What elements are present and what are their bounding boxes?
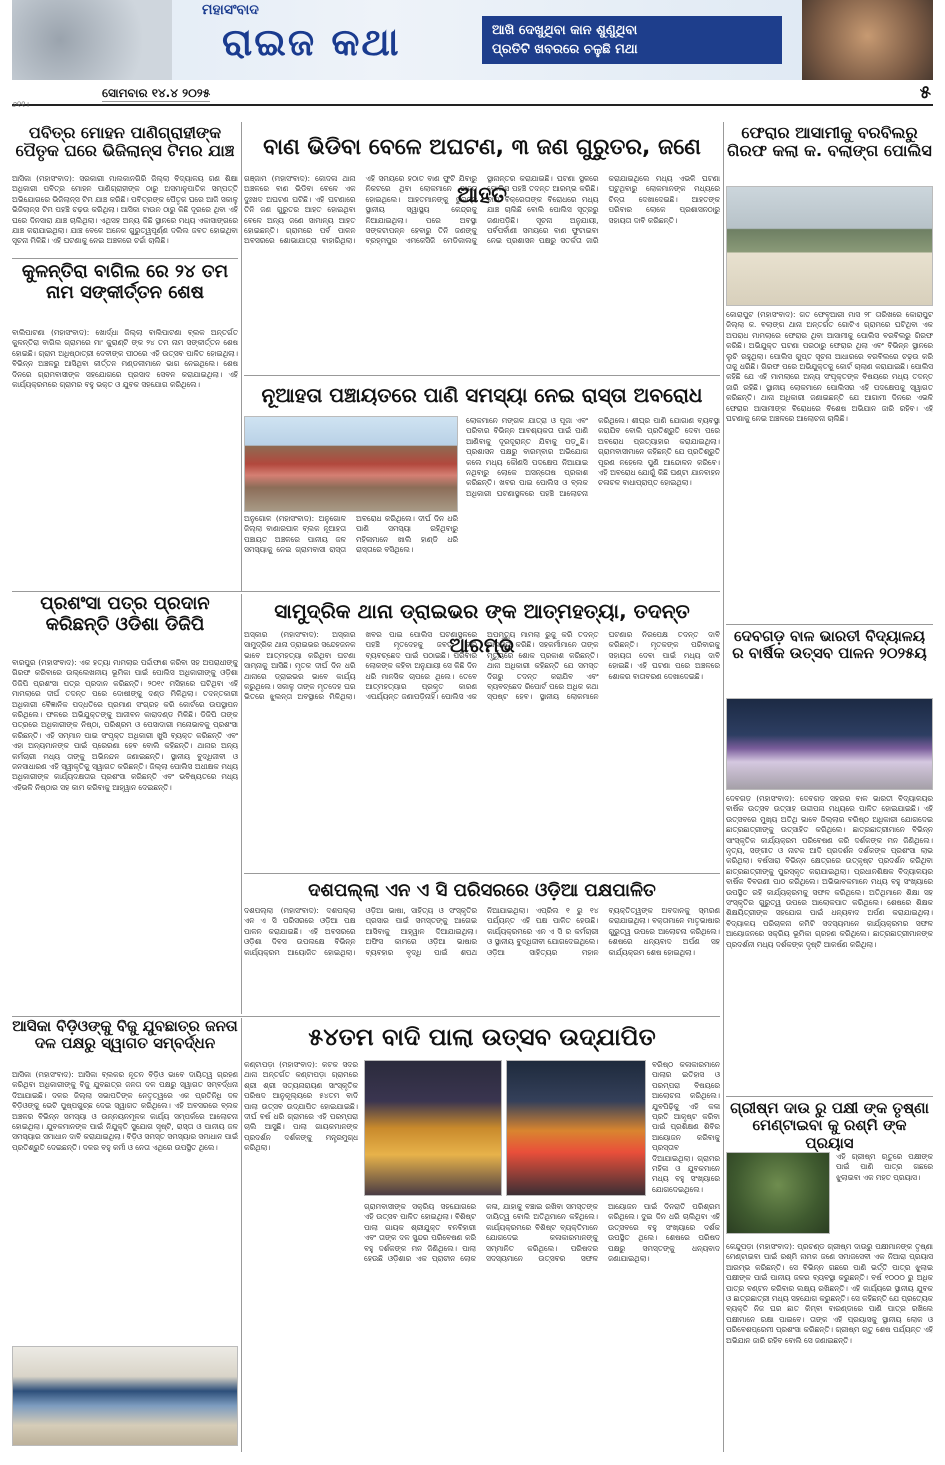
divider [12,591,720,592]
headline-driver-suicide: ସାମୁଦ୍ରିକ ଥାନା ଡ୍ରାଇଭର ଙ୍କ ଆତ୍ମହତ୍ୟା, ତଦନ୍ତ ଆରମ୍ଭ [274,599,690,657]
headline-absconder: ଫେରାର ଆସାମୀକୁ ବରବିଲରୁ ଗିରଫ କଲା କ. ବଲାଙ୍ଗ ପୋଲିସ [727,123,932,161]
headline-badi-pala: ୫୪ତମ ବାଦି ପାଲା ଉତ୍ସବ ଉଦ୍‌ଯାପିତ [308,1023,656,1051]
page-number: ୫ [919,82,931,103]
body-badi-pala-left: କଣ୍ଟାପଡ଼ା (ମହାସଂବାଦ): କଟକ ସଦର ଥାନା ଅନ୍ତର୍ଗତ କଣ୍ଟାପଡ଼ା ଗ୍ରାମରେ ଶ୍ରୀ ଶ୍ରୀ ସତ୍ୟନାରାୟଣ ସାଂସ୍କୃତିକ ପରିଷଦ ଆନୁକୂଲ୍ୟରେ ୫୪ତମ ବାଦି ପାଲା ଉତ୍ସବ ଉଦ୍‌ଯାପିତ ହୋଇଯାଇଛି। ଦୀର୍ଘ ବର୍ଷ ଧରି ଗ୍ରାମରେ ଏହି ପରମ୍ପରା ଚାଲି ଆସୁଛି। ପାଲା ଗାୟକମାନଙ୍କ ପ୍ରଦର୍ଶନ ଦର୍ଶକଙ୍କୁ ମନ୍ତ୍ରମୁଗ୍ଧ କରିଥିଲା। [244,1060,358,1153]
photo-pala-singer-1 [364,1060,502,1196]
article-driver-suicide [244,594,720,870]
body-bird-side: ଏହି ଗ୍ରୀଷ୍ମ ଋତୁରେ ପକ୍ଷୀଙ୍କ ପାଇଁ ପାଣି ପାତ୍ର ଗଛରେ ଝୁଲାଇବା ଏକ ମହତ ପ୍ରୟାସ। [836,1152,933,1182]
headline-firecracker: ବାଣ ଭିଡିବା ବେଳେ ଅଘଟଣ, ୩ ଜଣ ଗୁରୁତର, ଜଣେ ଆହତ [263,135,701,208]
headline-bird-water: ଗ୍ରୀଷ୍ମ ଦାଉ ରୁ ପକ୍ଷୀ ଙ୍କ ତୃଷ୍ଣା ମେଣ୍ଟାଇବା କୁ ରଶ୍ମି ଙ୍କ ପ୍ରୟାସ [730,1099,929,1152]
article-vigilance [12,124,238,256]
photo-bdo-meeting [12,1346,238,1446]
body-badi-pala-mid: ଗ୍ରାମବାସୀଙ୍କ ସକ୍ରିୟ ସହଯୋଗରେ ଏହି ଉତ୍ସବ ପାଳିତ ହୋଇଥିଲା। ବିଶିଷ୍ଟ ପାଲା ଗାୟକ ଶ୍ରୀଯୁକ୍ତ ବନବିହାରୀ ଏବଂ ତାଙ୍କ ଦଳ ସୁନ୍ଦର ପରିବେଷଣ କରି ବହୁ ଦର୍ଶକଙ୍କ ମନ ଜିଣିଥିଲେ। ପାଲା ହେଉଛି ଓଡ଼ିଶାର ଏକ ପ୍ରାଚୀନ ଲୋକ କଳା, ଯାହାକୁ ବଞ୍ଚାଇ ରଖିବା ସମସ୍ତଙ୍କ ଦାୟିତ୍ୱ ବୋଲି ଅତିଥିମାନେ କହିଥିଲେ। କାର୍ଯ୍ୟକ୍ରମରେ ବିଶିଷ୍ଟ ବ୍ୟକ୍ତିମାନେ ଯୋଗଦେଇ କଳାକାରମାନଙ୍କୁ ସମ୍ମାନିତ କରିଥିଲେ। ପରିଷଦର ସଦସ୍ୟମାନେ ଉତ୍ସବର ସଫଳ ଆୟୋଜନ ପାଇଁ ଦିନରାତି ପରିଶ୍ରମ କରିଥିଲେ। ଦୁଇ ଦିନ ଧରି ଚାଲିଥିବା ଏହି ଉତ୍ସବରେ ବହୁ ସଂଖ୍ୟାରେ ଦର୍ଶକ ଉପସ୍ଥିତ ଥିଲେ। ଶେଷରେ ପରିଷଦ ପକ୍ଷରୁ ସମସ୍ତଙ୍କୁ ଧନ୍ୟବାଦ ଜଣାଯାଇଥିଲା। [364,1202,720,1264]
article-dgp [12,594,238,1014]
body-bdo-welcome: ଆସିକା (ମହାସଂବାଦ): ଆସିକା ବ୍ଲକର ନୂତନ ବିଡ଼ିଓ ଭାବେ ଦାୟିତ୍ୱ ଗ୍ରହଣ କରିଥିବା ଅଧିକାରୀଙ୍କୁ ବିଜୁ ଯୁବଛାତ୍ର ଜନତା ଦଳ ପକ୍ଷରୁ ସ୍ୱାଗତ ସମ୍ବର୍ଦ୍ଧନା ଦିଆଯାଇଛି। ଦଳର ଜିଲ୍ଲା ସଭାପତିଙ୍କ ନେତୃତ୍ୱରେ ଏକ ପ୍ରତିନିଧି ଦଳ ବିଡ଼ିଓଙ୍କୁ ଭେଟି ପୁଷ୍ପଗୁଚ୍ଛ ଦେଇ ସ୍ୱାଗତ କରିଥିଲେ। ଏହି ଅବସରରେ ବ୍ଲକ ଅଞ୍ଚଳର ବିଭିନ୍ନ ସମସ୍ୟା ଓ ଉନ୍ନୟନମୂଳକ କାର୍ଯ୍ୟ ସମ୍ପର୍କରେ ଆଲୋଚନା ହୋଇଥିଲା। ଯୁବକମାନଙ୍କ ପାଇଁ ନିଯୁକ୍ତି ସୁଯୋଗ ସୃଷ୍ଟି, ରାସ୍ତା ଓ ପାନୀୟ ଜଳ ସମସ୍ୟାର ସମାଧାନ ଦାବି କରାଯାଇଥିଲା। ବିଡ଼ିଓ ସମସ୍ତ ସମସ୍ୟାର ସମାଧାନ ପାଇଁ ପ୍ରତିଶ୍ରୁତି ଦେଇଛନ୍ତି। ଦଳର ବହୁ କର୍ମୀ ଓ ନେତା ଏଥିରେ ଉପସ୍ଥିତ ଥିଲେ। [12,1070,238,1152]
page-code: ୬୧୧। [12,100,29,109]
article-firecracker [244,124,720,372]
divider [244,873,720,874]
headline-odia-fortnight: ଦଶପଲ୍ଲା ଏନ ଏ ସି ପରିସରରେ ଓଡ଼ିଆ ପକ୍ଷପାଳିତ [308,880,656,901]
column-divider [241,1018,242,1452]
column-divider [241,594,242,1014]
masthead-tagline [482,16,782,64]
photo-protest-crowd [244,416,458,512]
article-bdo-welcome [12,1018,238,1344]
body-school-annual: ଦେବଗଡ଼ (ମହାସଂବାଦ): ଦେବଗଡ଼ ସହରର ବାଳ ଭାରତୀ ବିଦ୍ୟାଳୟର ବାର୍ଷିକ ଉତ୍ସବ ଉତ୍ସାହ ଉଦ୍ଦୀପନା ମଧ୍ୟରେ ପାଳିତ ହୋଇଯାଇଛି। ଏହି ଉତ୍ସବରେ ମୁଖ୍ୟ ଅତିଥି ଭାବେ ଜିଲ୍ଲାର ବରିଷ୍ଠ ଅଧିକାରୀ ଯୋଗଦେଇ ଛାତ୍ରଛାତ୍ରୀଙ୍କୁ ଉତ୍ସାହିତ କରିଥିଲେ। ଛାତ୍ରଛାତ୍ରୀମାନେ ବିଭିନ୍ନ ସାଂସ୍କୃତିକ କାର୍ଯ୍ୟକ୍ରମ ପରିବେଷଣ କରି ଦର୍ଶକଙ୍କ ମନ ଜିଣିଥିଲେ। ନୃତ୍ୟ, ସଙ୍ଗୀତ ଓ ନାଟକ ଆଦି ପ୍ରଦର୍ଶନ ଦର୍ଶକଙ୍କ ପ୍ରଶଂସା ଲାଭ କରିଥିଲା। ବର୍ଷସାରା ବିଭିନ୍ନ କ୍ଷେତ୍ରରେ ଉତ୍କୃଷ୍ଟ ପ୍ରଦର୍ଶନ କରିଥିବା ଛାତ୍ରଛାତ୍ରୀଙ୍କୁ ପୁରସ୍କୃତ କରାଯାଇଥିଲା। ପ୍ରଧାନଶିକ୍ଷକ ବିଦ୍ୟାଳୟର ବାର୍ଷିକ ବିବରଣୀ ପାଠ କରିଥିଲେ। ଅଭିଭାବକମାନେ ମଧ୍ୟ ବହୁ ସଂଖ୍ୟାରେ ଉପସ୍ଥିତ ରହି କାର୍ଯ୍ୟକ୍ରମକୁ ସଫଳ କରିଥିଲେ। ଅତିଥିମାନେ ଶିକ୍ଷା ସହ ସଂସ୍କୃତିର ଗୁରୁତ୍ୱ ଉପରେ ଆଲୋକପାତ କରିଥିଲେ। ଶେଷରେ ଶିକ୍ଷକ ଶିକ୍ଷୟିତ୍ରୀଙ୍କ ସହଯୋଗ ପାଇଁ ଧନ୍ୟବାଦ ଅର୍ପଣ କରାଯାଇଥିଲା। ବିଦ୍ୟାଳୟ ପରିଚାଳନା କମିଟି ସଦସ୍ୟମାନେ କାର୍ଯ୍ୟକ୍ରମର ସଫଳ ଆୟୋଜନରେ ସକ୍ରିୟ ଭୂମିକା ଗ୍ରହଣ କରିଥିଲେ। ଛାତ୍ରଛାତ୍ରୀମାନଙ୍କ ପ୍ରଦର୍ଶନୀ ମଧ୍ୟ ଦର୍ଶକଙ୍କ ଦୃଷ୍ଟି ଆକର୍ଷଣ କରିଥିଲା। [726,794,933,949]
headline-water-protest: ନୂଆହତା ପଞ୍ଚାୟତରେ ପାଣି ସମସ୍ୟା ନେଇ ରାସ୍ତା ଅବରୋଧ [261,383,703,407]
photo-pala-singer-2 [506,1060,646,1196]
divider [244,375,720,376]
body-odia-fortnight: ଦଶପଲ୍ଲା (ମହାସଂବାଦ): ଦଶପଲ୍ଲା ଏନ ଏ ସି ପରିସରରେ ଓଡ଼ିଆ ପକ୍ଷ ପାଳନ କରାଯାଇଛି। ଏହି ଅବସରରେ ଓଡ଼ିଶା ଦିବସ ଉପଲକ୍ଷେ ବିଭିନ୍ନ କାର୍ଯ୍ୟକ୍ରମ ଆୟୋଜିତ ହୋଇଥିଲା। ଓଡ଼ିଆ ଭାଷା, ସାହିତ୍ୟ ଓ ସଂସ୍କୃତିର ପ୍ରସାର ପାଇଁ ସମସ୍ତଙ୍କୁ ଆଗେଇ ଆସିବାକୁ ଆହ୍ୱାନ ଦିଆଯାଇଥିଲା। ଅଫିସ କାମରେ ଓଡ଼ିଆ ଭାଷାର ବ୍ୟବହାର ବୃଦ୍ଧି ପାଇଁ ଶପଥ ନିଆଯାଇଥିଲା। ଏପ୍ରିଲ ୧ ରୁ ୧୪ ପର୍ଯ୍ୟନ୍ତ ଏହି ପକ୍ଷ ପାଳିତ ହେଉଛି। କାର୍ଯ୍ୟକ୍ରମରେ ଏନ ଏ ସି ର କର୍ମଚାରୀ ଓ ସ୍ଥାନୀୟ ବୁଦ୍ଧିଜୀବୀ ଯୋଗଦେଇଥିଲେ। ଓଡ଼ିଆ ସାହିତ୍ୟର ମହାନ ବ୍ୟକ୍ତିତ୍ୱଙ୍କ ଅବଦାନକୁ ସ୍ମରଣ କରାଯାଇଥିଲା। ବକ୍ତାମାନେ ମାତୃଭାଷାର ଗୁରୁତ୍ୱ ଉପରେ ଆଲୋଚନା କରିଥିଲେ। ଶେଷରେ ଧନ୍ୟବାଦ ଅର୍ପଣ ସହ କାର୍ଯ୍ୟକ୍ରମ ଶେଷ ହୋଇଥିଲା। [244,906,720,957]
brand-title: ରାଇଜ କଥା [222,20,401,64]
headline-dgp: ପ୍ରଶଂସା ପତ୍ର ପ୍ରଦାନ କରିଛନ୍ତି ଓଡିଶା ଡିଜିପି [40,593,210,635]
issue-date: ସୋମବାର ୧୪.୪ ୨୦୨୫ [102,86,211,100]
masthead-hands-illustration [12,0,172,80]
body-badi-pala-right: ବରିଷ୍ଠ କଳାକାରମାନେ ପାଲାର ଇତିହାସ ଓ ପରମ୍ପରା ବିଷୟରେ ଆଲୋଚନା କରିଥିଲେ। ଯୁବପିଢ଼ିକୁ ଏହି କଳା ପ୍ରତି ଆକୃଷ୍ଟ କରିବା ପାଇଁ ପ୍ରଶିକ୍ଷଣ ଶିବିର ଆୟୋଜନ କରିବାକୁ ପ୍ରସ୍ତାବ ଦିଆଯାଇଥିଲା। ଗ୍ରାମର ମହିଳା ଓ ଯୁବକମାନେ ମଧ୍ୟ ବହୁ ସଂଖ୍ୟାରେ ଯୋଗଦେଇଥିଲେ। [652,1060,720,1194]
headline-school-annual: ଦେବଗଡ଼ ବାଳ ଭାରତୀ ବିଦ୍ୟାଳୟ ର ବାର୍ଷିକ ଉତ୍ସବ ପାଳନ ୨୦୨୫ୟ [732,627,927,663]
divider [12,258,238,259]
photo-police [726,186,933,306]
body-absconder: କୋରାପୁଟ (ମହାସଂବାଦ): ଗତ ଫେବୃଆରୀ ମାସ ୨୮ ତାରିଖରେ କୋରାପୁଟ ଜିଲ୍ଲା କ. ବଲାଙ୍ଗ ଥାନା ଅନ୍ତର୍ଗତ ଗୋଟିଏ ଗ୍ରାମରେ ଘଟିଥିବା ଏକ ଅପରାଧ ମାମଲାରେ ଫେରାର ଥିବା ଆସାମୀକୁ ପୋଲିସ ବରବିଲରୁ ଗିରଫ କରିଛି। ଅଭିଯୁକ୍ତ ଘଟଣା ପରଠାରୁ ଫେରାର ଥିଲା ଏବଂ ବିଭିନ୍ନ ସ୍ଥାନରେ ଲୁଚି ରହୁଥିଲା। ପୋଲିସ ଗୁପ୍ତ ସୂଚନା ଆଧାରରେ ବରବିଲରେ ଚଢ଼ଉ କରି ତାକୁ ଧରିଛି। ଗିରଫ ପରେ ଅଭିଯୁକ୍ତକୁ କୋର୍ଟ ଚାଲାଣ କରାଯାଇଛି। ପୋଲିସ କହିଛି ଯେ ଏହି ମାମଲାରେ ଅନ୍ୟ ସଂପୃକ୍ତଙ୍କ ବିଷୟରେ ମଧ୍ୟ ତଦନ୍ତ ଜାରି ରହିଛି। ସ୍ଥାନୀୟ ଲୋକମାନେ ପୋଲିସର ଏହି ପଦକ୍ଷେପକୁ ସ୍ୱାଗତ କରିଛନ୍ତି। ଥାନା ଅଧିକାରୀ ଜଣାଇଛନ୍ତି ଯେ ଆଗାମୀ ଦିନରେ ଏଭଳି ଫେରାର ଆସାମୀଙ୍କ ବିରୋଧରେ ବିଶେଷ ଅଭିଯାନ ଜାରି ରହିବ। ଏହି ଘଟଣାକୁ ନେଇ ଅଞ୍ଚଳରେ ଆଲୋଚନା ଚାଲିଛି। [726,310,933,424]
body-driver-suicide: ଅସ୍କାର (ମହାସଂବାଦ): ଅସ୍କାର ସାମୁଦ୍ରିକ ଥାନା ଡ୍ରାଇଭର ସନ୍ଦେହଜନକ ଭାବେ ଆତ୍ମହତ୍ୟା କରିଥିବା ଘଟଣା ସାମ୍ନାକୁ ଆସିଛି। ମୃତକ ଦୀର୍ଘ ଦିନ ଧରି ଥାନାରେ ଡ୍ରାଇଭର ଭାବେ କାର୍ଯ୍ୟ କରୁଥିଲେ। ସକାଳୁ ତାଙ୍କ ମୃତଦେହ ଘର ଭିତରେ ଝୁଲନ୍ତା ଅବସ୍ଥାରେ ମିଳିଥିଲା। ଖବର ପାଇ ପୋଲିସ ଘଟଣାସ୍ଥଳରେ ପହଞ୍ଚି ମୃତଦେହକୁ ଜବତ କରି ବ୍ୟବଚ୍ଛେଦ ପାଇଁ ପଠାଇଛି। ପରିବାର ଲୋକଙ୍କ କହିବା ଅନୁଯାୟୀ ସେ କିଛି ଦିନ ଧରି ମାନସିକ ଚାପରେ ଥିଲେ। ତେବେ ଆତ୍ମହତ୍ୟାର ପ୍ରକୃତ କାରଣ ଏପର୍ଯ୍ୟନ୍ତ ଜଣାପଡ଼ିନାହିଁ। ପୋଲିସ ଏକ ଅପମୃତ୍ୟୁ ମାମଲା ରୁଜୁ କରି ତଦନ୍ତ ଆରମ୍ଭ କରିଛି। ସହକର୍ମୀମାନେ ତାଙ୍କ ମୃତ୍ୟୁରେ ଶୋକ ପ୍ରକାଶ କରିଛନ୍ତି। ଥାନା ଅଧିକାରୀ କହିଛନ୍ତି ଯେ ସମସ୍ତ ଦିଗରୁ ତଦନ୍ତ କରାଯିବ ଏବଂ ବ୍ୟବଚ୍ଛେଦ ରିପୋର୍ଟ ପରେ ଅଧିକ କଥା ସ୍ପଷ୍ଟ ହେବ। ସ୍ଥାନୀୟ ଲୋକମାନେ ଘଟଣାର ନିରପେକ୍ଷ ତଦନ୍ତ ଦାବି କରିଛନ୍ତି। ମୃତକଙ୍କ ପରିବାରକୁ ସହାୟତା ଦେବା ପାଇଁ ମଧ୍ୟ ଦାବି ହୋଇଛି। ଏହି ଘଟଣା ପରେ ଅଞ୍ଚଳରେ ଶୋକର ବାତାବରଣ ଦେଖାଦେଇଛି। [244,630,720,702]
body-firecracker: ଗଞ୍ଜାମ (ମହାସଂବାଦ): କୋଦଳା ଥାନା ଅଞ୍ଚଳରେ ବାଣ ଭିଡିବା ବେଳେ ଏକ ଦୁଃଖଦ ଅଘଟଣ ଘଟିଛି। ଏହି ଘଟଣାରେ ତିନି ଜଣ ଗୁରୁତର ଆହତ ହୋଇଥିବା ବେଳେ ଅନ୍ୟ ଜଣେ ସାମାନ୍ୟ ଆହତ ହୋଇଛନ୍ତି। ଗ୍ରାମରେ ପର୍ବ ପାଳନ ଅବସରରେ ଶୋଭାଯାତ୍ରା ବାହାରିଥିଲା। ଏହି ସମୟରେ ହଠାତ ବାଣ ଫୁଟି ଯିବାରୁ ନିକଟରେ ଥିବା ଲୋକମାନେ ଆହତ ହୋଇଥିଲେ। ଆହତମାନଙ୍କୁ ତୁରନ୍ତ ସ୍ଥାନୀୟ ସ୍ୱାସ୍ଥ୍ୟ କେନ୍ଦ୍ରକୁ ନିଆଯାଇଥିଲା। ପରେ ଅବସ୍ଥା ସଙ୍କଟାପନ୍ନ ହେବାରୁ ତିନି ଜଣଙ୍କୁ ବ୍ରହ୍ମପୁର ଏମକେସିଜି ମେଡିକାଲକୁ ସ୍ଥାନାନ୍ତର କରାଯାଇଛି। ଘଟଣା ସ୍ଥଳରେ ପୋଲିସ ପହଞ୍ଚି ତଦନ୍ତ ଆରମ୍ଭ କରିଛି। ବାଣ ବିକ୍ରେତାଙ୍କ ବିରୋଧରେ ମଧ୍ୟ ଯାଞ୍ଚ ଚାଲିଛି ବୋଲି ପୋଲିସ ସୂତ୍ରରୁ ଜଣାପଡ଼ିଛି। ସୂଚନା ଅନୁଯାୟୀ, ପର୍ବପର୍ବାଣୀ ସମୟରେ ବାଣ ଫୁଟାଇବା ନେଇ ପ୍ରଶାସନ ପକ୍ଷରୁ ସତର୍କତା ଜାରି କରାଯାଇଥିଲେ ମଧ୍ୟ ଏଭଳି ଘଟଣା ଘଟୁଥିବାରୁ ଲୋକମାନଙ୍କ ମଧ୍ୟରେ ଚିନ୍ତା ଦେଖାଦେଇଛି। ଆହତଙ୍କ ପରିବାର ଲୋକେ ପ୍ରଶାସନଠାରୁ ସହାୟତା ଦାବି କରିଛନ୍ତି। [244,174,720,246]
column-divider [241,122,242,592]
body-vigilance: ଆସିକା (ମହାସଂବାଦ): ସରକାରୀ ମାଲକାନଗିରି ଜିଲ୍ଲା ବିଦ୍ୟାଳୟ ଗଣ ଶିକ୍ଷା ଅଧିକାରୀ ପବିତ୍ର ମୋହନ ପାଣିଗ୍ରାହୀଙ୍କ ଠାରୁ ଅସମାନୁପାତିକ ସମ୍ପତ୍ତି ଅଭିଯୋଗରେ ଭିଜିଲାନ୍ସ ଟିମ ଯାଞ୍ଚ କରିଛି। ପବିତ୍ରଙ୍କ ପୈତୃକ ଘରେ ଆଜି ସକାଳୁ ଭିଜିଲାନ୍ସ ଟିମ ପହଞ୍ଚି ଚଢ଼ଉ କରିଥିଲା। ଆସିକା ଟାଉନ ଠାରୁ କିଛି ଦୂରରେ ଥିବା ଏହି ଘରେ ଦିନସାରା ଯାଞ୍ଚ ଚାଲିଥିଲା। ଏଥିସହ ଅନ୍ୟ କିଛି ସ୍ଥାନରେ ମଧ୍ୟ ଏକାସାଙ୍ଗରେ ଯାଞ୍ଚ କରାଯାଇଥିଲା। ଯାଞ୍ଚ ବେଳେ ଅନେକ ଗୁରୁତ୍ୱପୂର୍ଣ୍ଣ ଦଲିଲ ଜବତ ହୋଇଥିବା ସୂଚନା ମିଳିଛି। ଏହି ଘଟଣାକୁ ନେଇ ଅଞ୍ଚଳରେ ଚର୍ଚ୍ଚା ଚାଲିଛି। [12,174,238,246]
headline-bdo-welcome: ଆସିକା ବିଡ଼ିଓଙ୍କୁ ବିଜୁ ଯୁବଛାତ୍ର ଜନତା ଦଳ ପକ୍ଷରୁ ସ୍ୱାଗତ ସମ୍ବର୍ଦ୍ଧନ [12,1017,238,1053]
divider [726,624,933,625]
masthead-logo [172,0,472,80]
article-sankirtan [12,262,238,588]
body-dgp: ବାରପୁର (ମହାସଂବାଦ): ଏକ ହତ୍ୟା ମାମଲାର ପର୍ଦ୍ଦାଫାଶ କରିବା ସହ ଅପରାଧୀଙ୍କୁ ଗିରଫ କରିବାରେ ଉଲ୍ଲେଖନୀୟ ଭୂମିକା ପାଇଁ ପୋଲିସ ଅଧିକାରୀଙ୍କୁ ଓଡ଼ିଶା ଡିଜିପି ପ୍ରଶଂସା ପତ୍ର ପ୍ରଦାନ କରିଛନ୍ତି। ୨୦୧୯ ମସିହାରେ ଘଟିଥିବା ଏହି ମାମଲାରେ ଦୀର୍ଘ ତଦନ୍ତ ପରେ ଦୋଷୀଙ୍କୁ ଦଣ୍ଡ ମିଳିଥିଲା। ତଦନ୍ତକାରୀ ଅଧିକାରୀ ବୈଜ୍ଞାନିକ ପଦ୍ଧତିରେ ପ୍ରମାଣ ସଂଗ୍ରହ କରି କୋର୍ଟରେ ଉପସ୍ଥାପନ କରିଥିଲେ। ଫଳରେ ଅଭିଯୁକ୍ତଙ୍କୁ ଆଜୀବନ କାରାଦଣ୍ଡ ମିଳିଛି। ଡିଜିପି ତାଙ୍କ ପତ୍ରରେ ଅଧିକାରୀଙ୍କ ନିଷ୍ଠା, ପରିଶ୍ରମ ଓ ପେସାଦାରୀ ମନୋଭାବକୁ ପ୍ରଶଂସା କରିଛନ୍ତି। ଏହି ସମ୍ମାନ ପାଇ ସଂପୃକ୍ତ ଅଧିକାରୀ ଖୁସି ବ୍ୟକ୍ତ କରିଛନ୍ତି ଏବଂ ଏହା ଅନ୍ୟମାନଙ୍କ ପାଇଁ ପ୍ରେରଣା ହେବ ବୋଲି କହିଛନ୍ତି। ଥାନାର ଅନ୍ୟ କର୍ମଚାରୀ ମଧ୍ୟ ତାଙ୍କୁ ଅଭିନନ୍ଦନ ଜଣାଇଛନ୍ତି। ସ୍ଥାନୀୟ ବୁଦ୍ଧିଜୀବୀ ଓ ଜନସାଧାରଣ ଏହି ସ୍ୱୀକୃତିକୁ ସ୍ୱାଗତ କରିଛନ୍ତି। ଜିଲ୍ଲା ପୋଲିସ ଅଧୀକ୍ଷକ ମଧ୍ୟ ଅଧିକାରୀଙ୍କ କାର୍ଯ୍ୟଦକ୍ଷତାର ପ୍ରଶଂସା କରିଛନ୍ତି ଏବଂ ଭବିଷ୍ୟତରେ ମଧ୍ୟ ଏହିଭଳି ନିଷ୍ଠାର ସହ କାମ କରିବାକୁ ଆହ୍ୱାନ ଦେଇଛନ୍ତି। [12,658,238,792]
masthead [12,0,933,80]
tagline-line-1: ଆଖି ଦେଖୁଥିବା କାନ ଶୁଣୁଥିବା [492,23,638,38]
headline-sankirtan: କୁଳନ୍ତିରା ବାଗିଲ ରେ ୨୪ ତମ ନାମ ସଙ୍କୀର୍ତ୍ତନ ଶେଷ [21,261,229,303]
brand-small: ମହାସଂବାଦ [202,2,259,18]
body-bird-water: କେନ୍ଦୁପଡ଼ା (ମହାସଂବାଦ): ପ୍ରଚଣ୍ଡ ଗ୍ରୀଷ୍ମ ଦାଉରୁ ପକ୍ଷୀମାନଙ୍କ ତୃଷ୍ଣା ମେଣ୍ଟାଇବା ପାଇଁ ରଶ୍ମି ନାମକ ଜଣେ ସମାଜସେବୀ ଏକ ନିଆରା ପ୍ରୟାସ ଆରମ୍ଭ କରିଛନ୍ତି। ସେ ବିଭିନ୍ନ ଗଛରେ ପାଣି ଭର୍ତ୍ତି ପାତ୍ର ଝୁଲାଇ ପକ୍ଷୀଙ୍କ ପାଇଁ ପାନୀୟ ଜଳର ବ୍ୟବସ୍ଥା କରୁଛନ୍ତି। ବର୍ଷ ୧୦୦୦ ରୁ ଅଧିକ ପାତ୍ର ବଣ୍ଟନ କରିବାର ଲକ୍ଷ୍ୟ ରଖିଛନ୍ତି। ଏହି କାର୍ଯ୍ୟରେ ସ୍ଥାନୀୟ ଯୁବକ ଓ ଛାତ୍ରଛାତ୍ରୀ ମଧ୍ୟ ସହଯୋଗ କରୁଛନ୍ତି। ସେ କହିଛନ୍ତି ଯେ ପ୍ରତ୍ୟେକ ବ୍ୟକ୍ତି ନିଜ ଘର ଛାତ କିମ୍ବା ବାରଣ୍ଡାରେ ପାଣି ପାତ୍ର ରଖିଲେ ପକ୍ଷୀମାନେ ରକ୍ଷା ପାଇବେ। ତାଙ୍କ ଏହି ପ୍ରୟାସକୁ ସ୍ଥାନୀୟ ଲୋକ ଓ ପରିବେଶପ୍ରେମୀ ପ୍ରଶଂସା କରିଛନ୍ତି। ଗ୍ରୀଷ୍ମ ଋତୁ ଶେଷ ପର୍ଯ୍ୟନ୍ତ ଏହି ଅଭିଯାନ ଜାରି ରହିବ ବୋଲି ସେ ଜଣାଇଛନ୍ତି। [726,1242,933,1345]
divider [726,1096,933,1097]
photo-school-stage [726,698,933,790]
body-sankirtan: ବାଲିପାଟଣା (ମହାସଂବାଦ): ଖୋର୍ଦ୍ଧା ଜିଲ୍ଲା ବାଲିପାଟଣା ବ୍ଲକ ଅନ୍ତର୍ଗତ କୁଳନ୍ତିରା ବାଗିଲ ଗ୍ରାମରେ ମା' କୁରାଣ୍ଟି ଙ୍କ ୨୪ ତମ ନାମ ସଙ୍କୀର୍ତ୍ତନ ଶେଷ ହୋଇଛି। ଗ୍ରାମ ଅଧିଷ୍ଠାତ୍ରୀ ଦେବୀଙ୍କ ପୀଠରେ ଏହି ଉତ୍ସବ ପାଳିତ ହୋଇଥିଲା। ବିଭିନ୍ନ ଅଞ୍ଚଳରୁ ଆସିଥିବା କୀର୍ତ୍ତନ ମଣ୍ଡଳୀମାନେ ଭାଗ ନେଇଥିଲେ। ଶେଷ ଦିନରେ ଗ୍ରାମବାସୀଙ୍କ ସହଯୋଗରେ ପ୍ରସାଦ ସେବନ କରାଯାଇଥିଲା। ଏହି କାର୍ଯ୍ୟକ୍ରମରେ ଗ୍ରାମର ବହୁ ଭକ୍ତ ଓ ଯୁବକ ସହଯୋଗ କରିଥିଲେ। [12,328,238,390]
headline-vigilance: ପବିତ୍ର ମୋହନ ପାଣିଗ୍ରାହୀଙ୍କ ପୈତୃକ ଘରେ ଭିଜିଲାନ୍ସ ଟିମର ଯାଞ୍ଚ [15,123,235,161]
tagline-line-2: ପ୍ରତିଟି ଖବରରେ ଚଳୁଛି ମଥା [492,42,638,57]
photo-banyan-tree [726,1152,830,1234]
article-school-annual [726,628,933,1032]
body-water-left: ଅନୁଗୋଳ (ମହାସଂବାଦ): ଅନୁଗୋଳ ଜିଲ୍ଲା ବାଣାରପାଳ ବ୍ଲକ ନୂଆହତା ପଞ୍ଚାୟତ ଅଞ୍ଚଳରେ ପାନୀୟ ଜଳ ସମସ୍ୟାକୁ ନେଇ ଗ୍ରାମବାସୀ ରାସ୍ତା ଅବରୋଧ କରିଥିଲେ। ଦୀର୍ଘ ଦିନ ଧରି ପାଣି ସମସ୍ୟା ରହିଥିବାରୁ ମହିଳାମାନେ ଖାଲି ହାଣ୍ଡି ଧରି ରାସ୍ତାରେ ବସିଥିଲେ। [244,514,458,555]
article-odia-fortnight [244,876,720,1014]
column-divider [723,122,724,1452]
masthead-child-photo [802,0,933,80]
dateline [12,82,933,109]
body-water-right: ଲୋକମାନେ ମଙ୍ଗଳ ଯାତ୍ରା ଓ ପୂଜା ଏବଂ ପରିବାର ବିଭିନ୍ନ ଆବଶ୍ୟକତା ପାଇଁ ପାଣି ଆଣିବାକୁ ଦୂରଦୂରାନ୍ତ ଯିବାକୁ ପଡ଼ୁଛି। ପ୍ରଶାସନ ପକ୍ଷରୁ ବାରମ୍ବାର ଅଭିଯୋଗ କଲେ ମଧ୍ୟ କୌଣସି ପଦକ୍ଷେପ ନିଆଯାଇ ନଥିବାରୁ ଲୋକେ ଅସନ୍ତୋଷ ପ୍ରକାଶ କରିଛନ୍ତି। ଖବର ପାଇ ପୋଲିସ ଓ ବ୍ଲକ ଅଧିକାରୀ ଘଟଣାସ୍ଥଳରେ ପହଞ୍ଚି ଆଲୋଚନା କରିଥିଲେ। ଶୀଘ୍ର ପାଣି ଯୋଗାଣ ବ୍ୟବସ୍ଥା କରାଯିବ ବୋଲି ପ୍ରତିଶ୍ରୁତି ଦେବା ପରେ ଅବରୋଧ ପ୍ରତ୍ୟାହାର କରାଯାଇଥିଲା। ଗ୍ରାମବାସୀମାନେ କହିଛନ୍ତି ଯେ ପ୍ରତିଶ୍ରୁତି ପୂରଣ ନହେଲେ ପୁଣି ଆନ୍ଦୋଳନ କରିବେ। ଏହି ଅବରୋଧ ଯୋଗୁଁ କିଛି ଘଣ୍ଟା ଯାନବାହନ ଚଳାଚଳ ବାଧାପ୍ରାପ୍ତ ହୋଇଥିଲା। [466,416,720,498]
